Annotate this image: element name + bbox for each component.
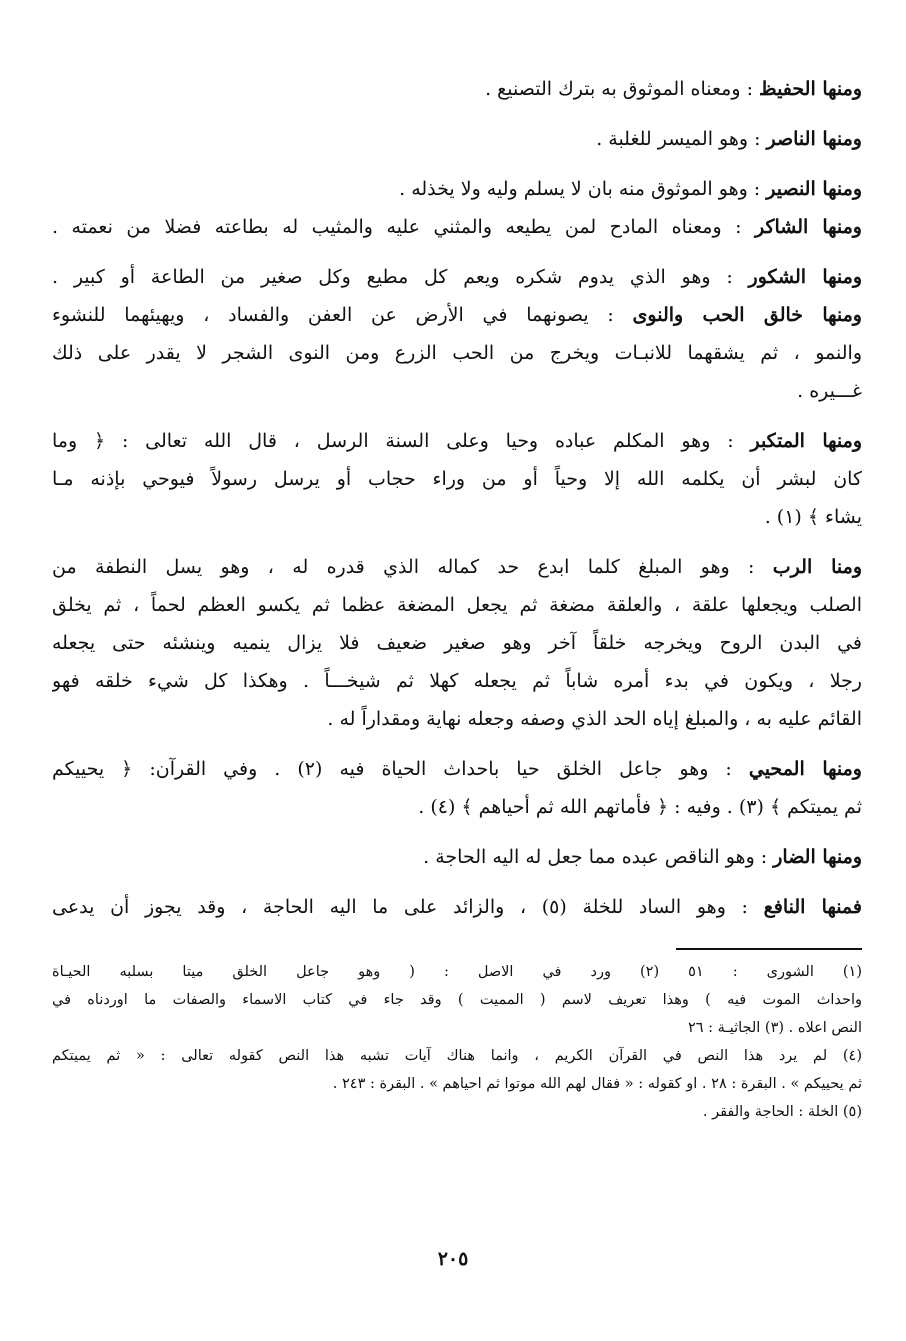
entry-term: فمنها النافع [763,896,862,918]
entry-term: ومنها الضار [773,846,862,868]
footnote-line: (٥) الخلة : الحاجة والفقر . [702,1104,862,1120]
entry-hafiz [52,70,862,108]
entry-term: ومنا الرب [772,556,862,578]
entry-rabb-line-3: في البدن الروح ويخرجه خلقاً آخر وهو صغير ضعيف فلا يزال ينميه وينشئه حتى يجعله [52,632,862,654]
entry-rabb-line-2: الصلب ويجعلها علقة ، والعلقة مضغة ثم يجعل المضغة عظما ثم يكسو العظم لحماً ، ثم يخلق [52,594,862,616]
entry-term: ومنها المتكبر [750,430,862,452]
entry-mutakabbir-line-1 [52,422,862,460]
entry-text: : وهو المكلم عباده وحيا وعلى السنة الرسل ، قال الله تعالى : ﴿ وما [52,430,734,452]
entry-shakur [52,258,862,296]
entry-term: ومنها الحفيظ [759,78,862,100]
entry-nafi [52,888,862,926]
entry-text: : وهو جاعل الخلق حيا باحداث الحياة فيه (٢) . وفي القرآن: ﴿ يحييكم [52,758,732,780]
entry-term: ومنها الناصر [766,128,862,150]
entry-term: ومنها الشاكر [754,216,862,238]
entry-text: : يصونهما في الأرض عن العفن والفساد ، ويهيئهما للنشوء [52,304,614,326]
entry-nasir [52,120,862,158]
main-text [52,70,862,926]
footnote-separator [676,948,862,950]
entry-rabb-line-4: رجلا ، ويكون في بدء أمره شاباً ثم يجعله كهلا ثم شيخـــاً . وهكذا كل شيء خلقه فهو [52,670,862,692]
entry-muhyi-line-1 [52,750,862,788]
entry-term: ومنها خالق الحب والنوى [632,304,862,326]
entry-text: : وهو المبلغ كلما ابدع حد كماله الذي قدره له ، وهو يسل النطفة من [52,556,755,578]
entry-rabb-line-1 [52,548,862,586]
entry-khaliq-line-3: غـــيره . [797,380,862,402]
entry-text: : وهو الذي يدوم شكره ويعم كل مطيع وكل صغير من الطاعة أو كبير . [52,266,733,288]
entry-khaliq-line-1 [52,296,862,334]
entry-text: : وهو الميسر للغلبة . [596,128,761,150]
entry-darr [52,838,862,876]
entry-term: ومنها المحيي [748,758,862,780]
footnote-line: ثم يحييكم » . البقرة : ٢٨ . او كقوله : « فقال لهم الله موتوا ثم احياهم » . البقرة : ٢٤٣ . [332,1076,862,1092]
entry-mutakabbir-line-2: كان لبشر أن يكلمه الله إلا وحياً أو من وراء حجاب أو يرسل رسولاً فيوحي بإذنه مـا [52,468,862,490]
entry-text: : وهو الساد للخلة (٥) ، والزائد على ما اليه الحاجة ، وقد يجوز أن يدعى [52,896,748,918]
entry-term: ومنها الشكور [748,266,862,288]
footnote-line: واحداث الموت فيه ) وهذا تعريف لاسم ( المميت ) وقد جاء في كتاب الاسماء والصفات ما اوردناه في [52,992,862,1008]
footnote-line: (١) الشورى : ٥١ (٢) ورد في الاصل : ( وهو جاعل الخلق ميتا بسلبه الحيـاة [52,964,862,980]
entry-muhyi-line-2: ثم يميتكم ﴾ (٣) . وفيه : ﴿ فأماتهم الله ثم أحياهم ﴾ (٤) . [418,796,862,818]
entry-shakir [52,208,862,246]
entry-rabb-line-5: القائم عليه به ، والمبلغ إياه الحد الذي وصفه وجعله نهاية ومقداراً له . [327,708,862,730]
entry-text: : وهو الناقص عبده مما جعل له اليه الحاجة . [423,846,768,868]
footnote-line: النص اعلاه . (٣) الجاثيـة : ٢٦ [687,1020,862,1036]
entry-text: : وهو الموثوق منه بان لا يسلم وليه ولا يخذله . [399,178,761,200]
footnote-line: (٤) لم يرد هذا النص في القرآن الكريم ، وانما هناك آيات تشبه هذا النص كقوله تعالى : « ثم يميتكم [52,1048,862,1064]
entry-mutakabbir-line-3: يشاء ﴾ (١) . [764,506,862,528]
footnotes [52,958,862,1126]
entry-text: : ومعناه الموثوق به بترك التصنيع . [485,78,753,100]
entry-term: ومنها النصير [766,178,862,200]
entry-text: : ومعناه المادح لمن يطيعه والمثني عليه والمثيب له بطاعته فضلا من نعمته . [52,216,742,238]
entry-nasir2 [52,170,862,208]
page-number: ٢٠٥ [437,1248,469,1270]
entry-khaliq-line-2: والنمو ، ثم يشقهما للانبـات ويخرج من الحب الزرع ومن النوى الشجر لا يقدر على ذلك [52,342,862,364]
